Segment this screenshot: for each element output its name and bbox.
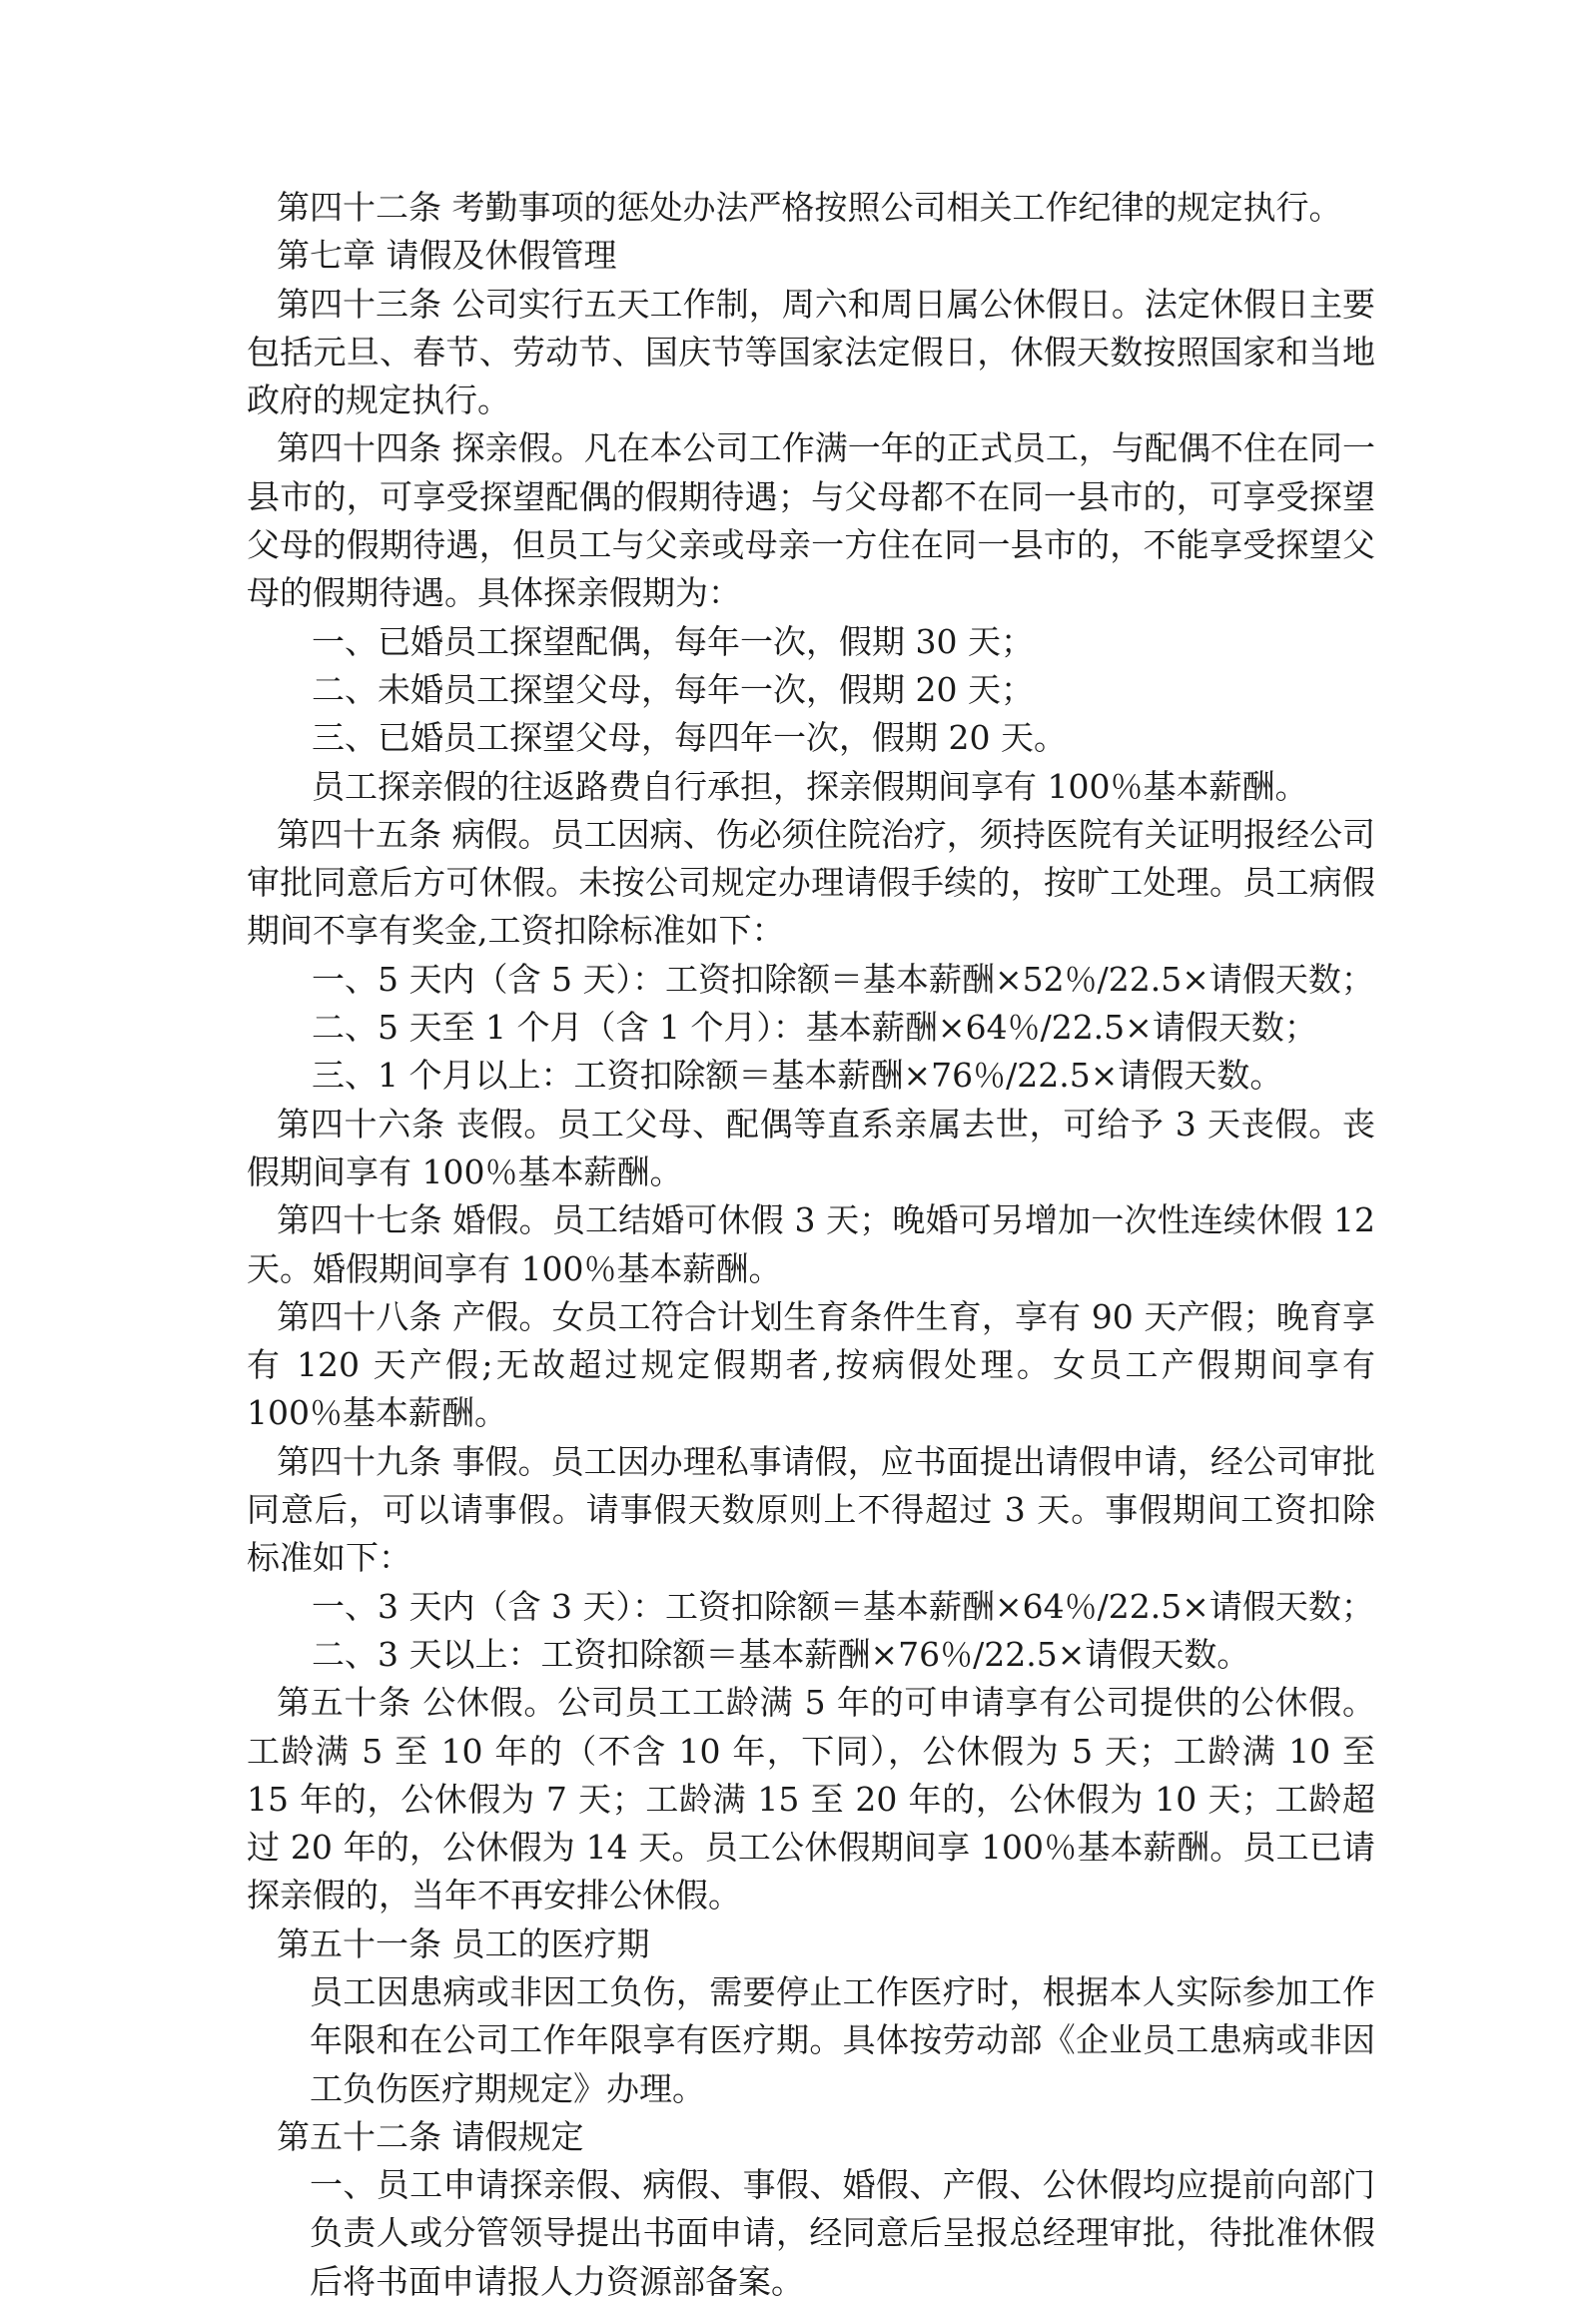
article-49-item-2: 二、3 天以上：工资扣除额＝基本薪酬×76％/22.5×请假天数。 xyxy=(312,1634,1250,1674)
article-44-item-2: 二、未婚员工探望父母，每年一次，假期 20 天； xyxy=(312,669,1034,709)
article-44: 第四十四条 探亲假。凡在本公司工作满一年的正式员工，与配偶不住在同一县市的，可享受探望配偶的假期待遇；与父母都不在同一县市的，可享受探望父母的假期待遇，但员工与父亲或母亲一方住在同一县市的，不能享受探望父母的假期待遇。具体探亲假期为： xyxy=(247,428,1375,613)
document-page xyxy=(247,184,1375,2306)
article-52-heading: 第五十二条 请假规定 xyxy=(277,2116,584,2156)
article-44-item-1: 一、已婚员工探望配偶，每年一次，假期 30 天； xyxy=(312,621,1034,661)
article-44-note: 员工探亲假的往返路费自行承担，探亲假期间享有 100％基本薪酬。 xyxy=(312,766,1308,806)
article-52-item-1: 一、员工申请探亲假、病假、事假、婚假、产假、公休假均应提前向部门负责人或分管领导提出书面申请，经同意后呈报总经理审批，待批准休假后将书面申请报人力资源部备案。 xyxy=(310,2165,1375,2301)
article-45: 第四十五条 病假。员工因病、伤必须住院治疗，须持医院有关证明报经公司审批同意后方可休假。未按公司规定办理请假手续的，按旷工处理。员工病假期间不享有奖金,工资扣除标准如下： xyxy=(247,814,1375,951)
article-45-item-3: 三、1 个月以上：工资扣除额＝基本薪酬×76％/22.5×请假天数。 xyxy=(312,1056,1283,1096)
article-45-item-2: 二、5 天至 1 个月（含 1 个月）：基本薪酬×64％/22.5×请假天数； xyxy=(312,1008,1317,1048)
article-49: 第四十九条 事假。员工因办理私事请假，应书面提出请假申请，经公司审批同意后，可以请事假。请事假天数原则上不得超过 3 天。事假期间工资扣除标准如下： xyxy=(247,1441,1375,1578)
article-43: 第四十三条 公司实行五天工作制，周六和周日属公休假日。法定休假日主要包括元旦、春节、劳动节、国庆节等国家法定假日，休假天数按照国家和当地政府的规定执行。 xyxy=(247,284,1375,420)
article-51-body: 员工因患病或非因工负伤，需要停止工作医疗时，根据本人实际参加工作年限和在公司工作年限享有医疗期。具体按劳动部《企业员工患病或非因工负伤医疗期规定》办理。 xyxy=(310,1971,1375,2108)
article-48: 第四十八条 产假。女员工符合计划生育条件生育，享有 90 天产假；晚育享有 120 天产假;无故超过规定假期者,按病假处理。女员工产假期间享有 100％基本薪酬。 xyxy=(247,1296,1375,1433)
article-44-item-3: 三、已婚员工探望父母，每四年一次，假期 20 天。 xyxy=(312,718,1067,758)
article-47: 第四十七条 婚假。员工结婚可休假 3 天；晚婚可另增加一次性连续休假 12 天。婚假期间享有 100％基本薪酬。 xyxy=(247,1200,1375,1288)
article-49-item-1: 一、3 天内（含 3 天）：工资扣除额＝基本薪酬×64％/22.5×请假天数； xyxy=(312,1586,1374,1626)
article-51-heading: 第五十一条 员工的医疗期 xyxy=(277,1923,650,1963)
article-45-item-1: 一、5 天内（含 5 天）：工资扣除额＝基本薪酬×52％/22.5×请假天数； xyxy=(312,959,1374,999)
article-46: 第四十六条 丧假。员工父母、配偶等直系亲属去世，可给予 3 天丧假。丧假期间享有 100％基本薪酬。 xyxy=(247,1104,1375,1191)
article-50: 第五十条 公休假。公司员工工龄满 5 年的可申请享有公司提供的公休假。工龄满 5 至 10 年的（不含 10 年，下同），公休假为 5 天；工龄满 10 至 15 年的，公休假为 7 天；工龄满 15 至 20 年的，公休假为 10 天；工龄超过 20 年的，公休假为 14 天。员工公休假期间享 100％基本薪酬。员工已请探亲假的，当年不再安排公休假。 xyxy=(247,1683,1375,1916)
chapter-7-heading: 第七章 请假及休假管理 xyxy=(277,236,617,276)
article-42: 第四十二条 考勤事项的惩处办法严格按照公司相关工作纪律的规定执行。 xyxy=(277,188,1342,227)
